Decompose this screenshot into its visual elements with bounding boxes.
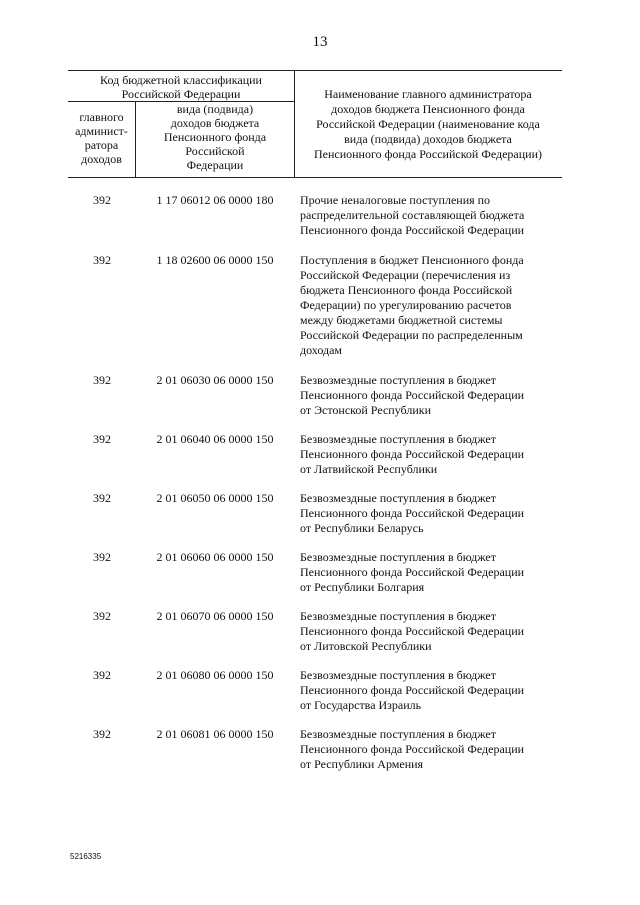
table-row [68, 193, 562, 253]
income-code-cell: 2 01 06081 06 0000 150 [156, 727, 274, 741]
admin-code-cell: 392 [93, 668, 111, 682]
header-row [68, 70, 562, 178]
code-group-header [68, 71, 295, 177]
income-name-cell: Безвозмездные поступления в бюджет Пенсионного фонда Российской Федерации от Республики Болгария [300, 550, 525, 594]
income-name-cell: Прочие неналоговые поступления по распределительной составляющей бюджета Пенсионного фонда Российской Федерации [300, 193, 525, 237]
table-row [68, 491, 562, 550]
table-header [68, 70, 562, 178]
table-row [68, 727, 562, 786]
income-name-cell: Безвозмездные поступления в бюджет Пенсионного фонда Российской Федерации от Эстонской Республики [300, 373, 525, 417]
admin-column-header: главного админист- ратора доходов [68, 102, 136, 177]
admin-code-cell: 392 [93, 609, 111, 623]
document-code: 5216335 [70, 852, 102, 861]
table-row [68, 253, 562, 373]
admin-code-cell: 392 [93, 491, 111, 505]
table-row [68, 609, 562, 668]
table-row [68, 432, 562, 491]
income-code-cell: 2 01 06040 06 0000 150 [156, 432, 274, 446]
table-body [68, 193, 562, 786]
admin-code-cell: 392 [93, 432, 111, 446]
code-group-label: Код бюджетной классификации Российской Федерации [68, 71, 294, 102]
income-name-cell: Поступления в бюджет Пенсионного фонда Российской Федерации (перечисления из бюджета Пенсионного фонда Российской Федерации) по урегулированию расчетов между бюджетами бюджетной системы Российской Федерации по распределенным доходам [300, 253, 524, 357]
income-code-cell: 2 01 06080 06 0000 150 [156, 668, 274, 682]
admin-code-cell: 392 [93, 550, 111, 564]
admin-code-cell: 392 [93, 253, 111, 267]
table-row [68, 550, 562, 609]
page-number: 13 [312, 34, 328, 50]
income-code-cell: 1 17 06012 06 0000 180 [156, 193, 274, 207]
income-name-cell: Безвозмездные поступления в бюджет Пенсионного фонда Российской Федерации от Литовской Республики [300, 609, 525, 653]
kind-column-header: вида (подвида) доходов бюджета Пенсионного фонда Российской Федерации [163, 102, 267, 172]
income-name-cell: Безвозмездные поступления в бюджет Пенсионного фонда Российской Федерации от Республики Беларусь [300, 491, 525, 535]
table-row [68, 373, 562, 432]
income-code-cell: 2 01 06060 06 0000 150 [156, 550, 274, 564]
name-column-header: Наименование главного администратора доходов бюджета Пенсионного фонда Российской Федерации (наименование кода вида (подвида) доходов бюджета Пенсионного фонда Российской Федерации) [313, 87, 543, 161]
admin-code-cell: 392 [93, 373, 111, 387]
income-code-cell: 2 01 06030 06 0000 150 [156, 373, 274, 387]
admin-code-cell: 392 [93, 193, 111, 207]
income-code-cell: 2 01 06050 06 0000 150 [156, 491, 274, 505]
admin-code-cell: 392 [93, 727, 111, 741]
income-name-cell: Безвозмездные поступления в бюджет Пенсионного фонда Российской Федерации от Республики Армения [300, 727, 525, 771]
income-name-cell: Безвозмездные поступления в бюджет Пенсионного фонда Российской Федерации от Государства Израиль [300, 668, 525, 712]
table-row [68, 668, 562, 727]
income-code-cell: 2 01 06070 06 0000 150 [156, 609, 274, 623]
income-name-cell: Безвозмездные поступления в бюджет Пенсионного фонда Российской Федерации от Латвийской Республики [300, 432, 525, 476]
income-code-cell: 1 18 02600 06 0000 150 [156, 253, 274, 267]
